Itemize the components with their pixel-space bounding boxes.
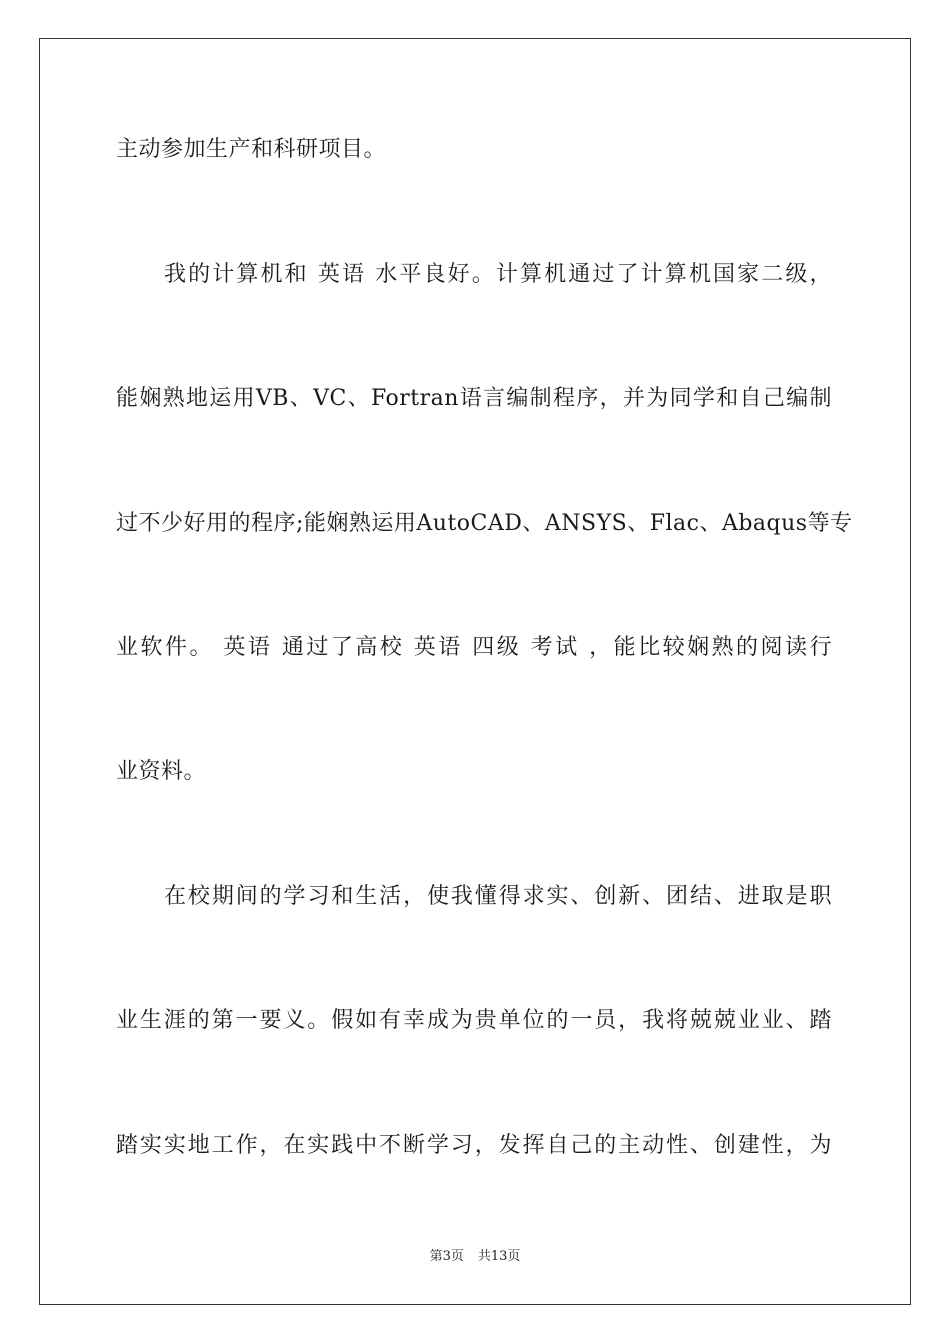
text-line-5: 业软件。 英语 通过了高校 英语 四级 考试 ，能比较娴熟的阅读行 (116, 635, 832, 660)
page-footer (0, 1248, 950, 1266)
text-line-8: 业生涯的第一要义。假如有幸成为贵单位的一员，我将兢兢业业、踏 (116, 1008, 832, 1033)
text-line-6: 业资料。 (116, 759, 207, 784)
text-line-4: 过不少好用的程序;能娴熟运用AutoCAD、ANSYS、Flac、Abaqus等专 (116, 511, 853, 536)
page-border (39, 38, 911, 1305)
page-number: 第3页 (429, 1249, 464, 1264)
text-line-9: 踏实实地工作，在实践中不断学习，发挥自己的主动性、创建性，为 (116, 1133, 832, 1158)
text-line-2: 我的计算机和 英语 水平良好。计算机通过了计算机国家二级， (164, 262, 832, 287)
text-line-3: 能娴熟地运用VB、VC、Fortran语言编制程序，并为同学和自己编制 (116, 386, 832, 411)
text-line-7: 在校期间的学习和生活，使我懂得求实、创新、团结、进取是职 (164, 884, 832, 909)
text-line-1: 主动参加生产和科研项目。 (116, 137, 387, 162)
page-total: 共13页 (477, 1249, 521, 1264)
